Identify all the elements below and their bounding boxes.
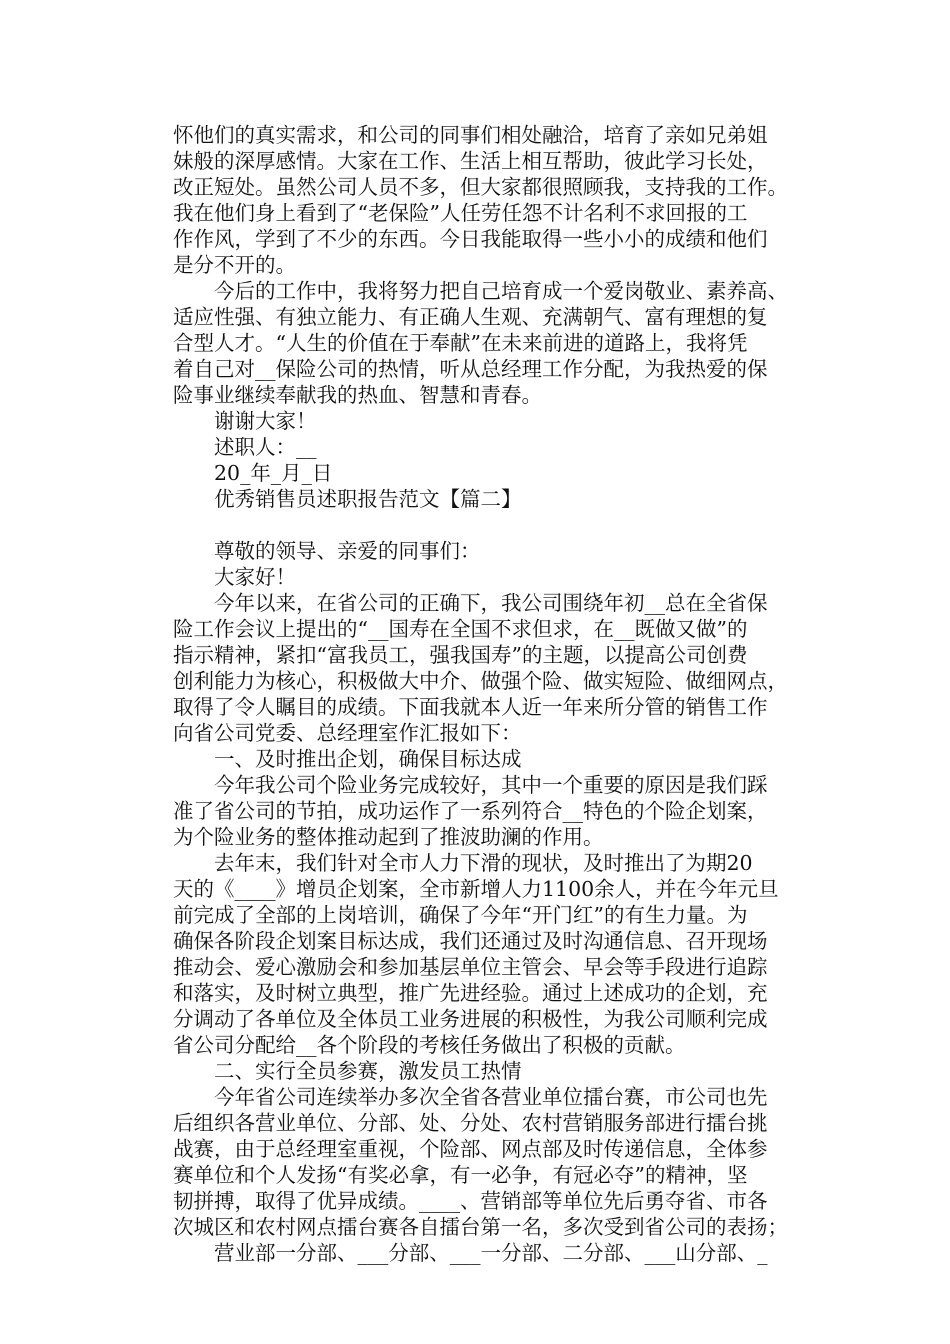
section-title: 优秀销售员述职报告范文【篇二】	[173, 487, 522, 511]
text-line: 取得了令人瞩目的成绩。下面我就本人近一年来所分管的销售工作	[173, 695, 768, 719]
closing-thanks: 谢谢大家！	[173, 409, 317, 433]
text-line: 分调动了各单位及全体员工业务进展的积极性，为我公司顺利完成	[173, 1007, 768, 1031]
text-line: 怀他们的真实需求，和公司的同事们相处融洽，培育了亲如兄弟姐	[173, 123, 768, 147]
text-line: 天的《____》增员企划案，全市新增人力1100余人，并在今年元旦	[173, 877, 779, 901]
text-line: 和落实，及时树立典型，推广先进经验。通过上述成功的企划，充	[173, 981, 768, 1005]
text-line: 创利能力为核心，积极做大中介、做强个险、做实短险、做细网点，	[173, 669, 788, 693]
text-line: 改正短处。虽然公司人员不多，但大家都很照顾我，支持我的工作。	[173, 175, 788, 199]
section-heading: 二、实行全员参赛，激发员工热情	[173, 1059, 522, 1083]
text-line: 推动会、爱心激励会和参加基层单位主管会、早会等手段进行追踪	[173, 955, 768, 979]
text-line: 战赛，由于总经理室重视，个险部、网点部及时传递信息，全体参	[173, 1137, 768, 1161]
text-line: 着自己对__保险公司的热情，听从总经理工作分配，为我热爱的保	[173, 357, 768, 381]
text-line: 适应性强、有独立能力、有正确人生观、充满朝气、富有理想的复	[173, 305, 768, 329]
document-body	[173, 122, 833, 1266]
text-line: 妹般的深厚感情。大家在工作、生活上相互帮助，彼此学习长处，	[173, 149, 768, 173]
text-line: 险工作会议上提出的“__国寿在全国不求但求，在__既做又做”的	[173, 617, 748, 641]
paragraph-start: 去年末，我们针对全市人力下滑的现状，及时推出了为期20	[173, 851, 753, 875]
text-line: 韧拼搏，取得了优异成绩。____、营销部等单位先后勇夺省、市各	[173, 1189, 768, 1213]
paragraph-start: 今后的工作中，我将努力把自己培育成一个爱岗敬业、素养高、	[173, 279, 788, 303]
text-line: 险事业继续奉献我的热血、智慧和青春。	[173, 383, 542, 407]
section-heading: 一、及时推出企划，确保目标达成	[173, 747, 522, 771]
salutation: 尊敬的领导、亲爱的同事们：	[173, 539, 481, 563]
text-line: 我在他们身上看到了“老保险”人任劳任怨不计名利不求回报的工	[173, 201, 748, 225]
signature-line: 述职人：__	[173, 435, 317, 459]
text-line: 后组织各营业单位、分部、处、分处、农村营销服务部进行擂台挑	[173, 1111, 768, 1135]
text-line: 指示精神，紧扣“富我员工，强我国寿”的主题，以提高公司创费	[173, 643, 748, 667]
text-line: 向省公司党委、总经理室作汇报如下：	[173, 721, 522, 745]
text-line: 次城区和农村网点擂台赛各自擂台第一名，多次受到省公司的表扬；	[173, 1215, 788, 1239]
text-line: 省公司分配给__各个阶段的考核任务做出了积极的贡献。	[173, 1033, 686, 1057]
paragraph-start: 今年以来，在省公司的正确下，我公司围绕年初__总在全省保	[173, 591, 768, 615]
text-line: 作作风，学到了不少的东西。今日我能取得一些小小的成绩和他们	[173, 227, 768, 251]
paragraph-start: 营业部一分部、___分部、___一分部、二分部、___山分部、_	[173, 1241, 768, 1265]
text-line: 准了省公司的节拍，成功运作了一系列符合__特色的个险企划案，	[173, 799, 768, 823]
text-line: 确保各阶段企划案目标达成，我们还通过及时沟通信息、召开现场	[173, 929, 768, 953]
date-line: 20_年_月_日	[173, 461, 333, 485]
text-line: 前完成了全部的上岗培训，确保了今年“开门红”的有生力量。为	[173, 903, 748, 927]
paragraph-start: 今年我公司个险业务完成较好，其中一个重要的原因是我们踩	[173, 773, 768, 797]
greeting: 大家好！	[173, 565, 296, 589]
text-line: 为个险业务的整体推动起到了推波助澜的作用。	[173, 825, 604, 849]
text-line: 是分不开的。	[173, 253, 296, 277]
text-line: 合型人才。“人生的价值在于奉献”在未来前进的道路上，我将凭	[173, 331, 748, 355]
text-line: 赛单位和个人发扬“有奖必拿，有一必争，有冠必夺”的精神，坚	[173, 1163, 748, 1187]
blank-line	[173, 512, 833, 538]
paragraph-start: 今年省公司连续举办多次全省各营业单位擂台赛，市公司也先	[173, 1085, 768, 1109]
